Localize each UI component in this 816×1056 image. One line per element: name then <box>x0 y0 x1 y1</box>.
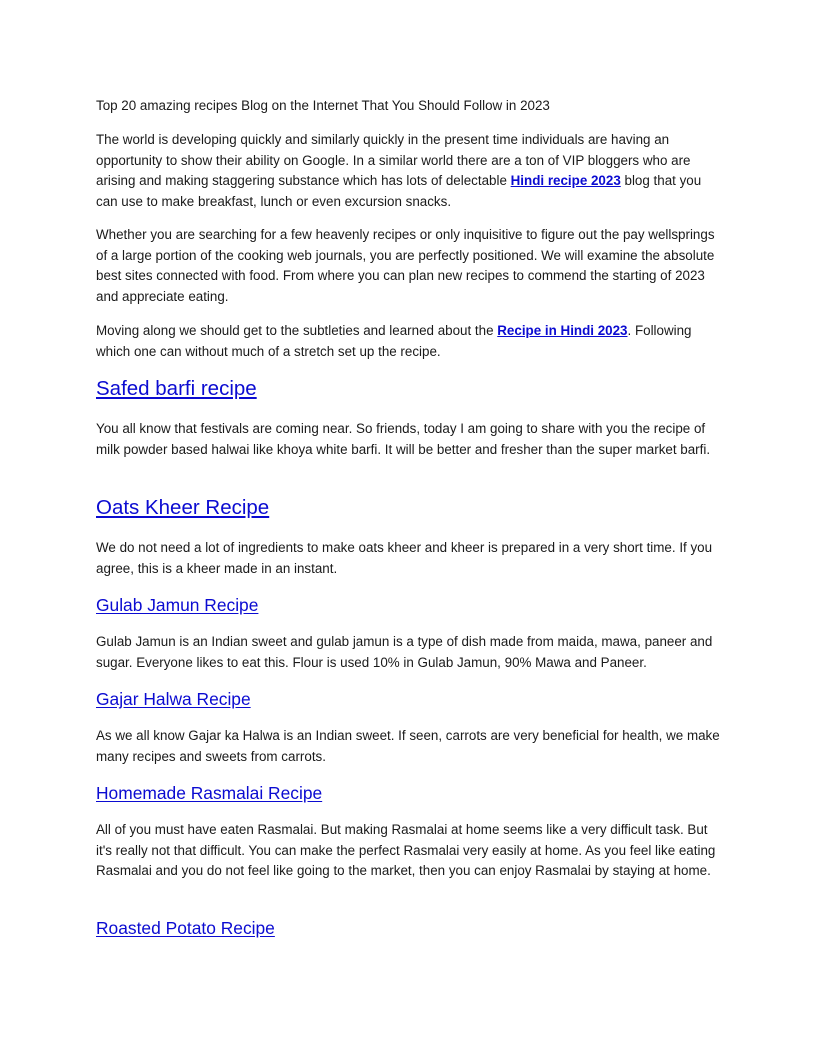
recipe-heading-safed-barfi <box>96 376 257 402</box>
intro-paragraph-1-text: The world is developing quickly and similarly quickly in the present time individuals are having an opportunity to show their ability on Google. In a similar world there are a ton of VIP bloggers who are arising and making staggering substance which has lots of delectable <box>96 132 691 189</box>
gajar-halwa-recipe-link[interactable]: Gajar Halwa Recipe <box>96 689 251 709</box>
intro-paragraph-2: Whether you are searching for a few heavenly recipes or only inquisitive to figure out the pay wellsprings of a large portion of the cooking web journals, you are perfectly positioned. We will examine the absolute best sites connected with food. From where you can plan new recipes to commend the starting of 2023 and appreciate eating. <box>96 227 715 304</box>
recipe-heading-gajar-halwa <box>96 687 251 711</box>
recipe-heading-oats-kheer <box>96 495 269 521</box>
intro-paragraph-1-text-end: blog that you can use to make breakfast, lunch or even excursion snacks. <box>96 173 702 209</box>
oats-kheer-recipe-link[interactable]: Oats Kheer Recipe <box>96 496 270 519</box>
intro-paragraph-3-text: Moving along we should get to the subtleties and learned about the <box>96 323 498 338</box>
recipe-heading-rasmalai <box>96 781 322 805</box>
gulab-jamun-recipe-link[interactable]: Gulab Jamun Recipe <box>96 595 259 615</box>
safed-barfi-recipe-link[interactable]: Safed barfi recipe <box>96 377 257 400</box>
homemade-rasmalai-recipe-link[interactable]: Homemade Rasmalai Recipe <box>96 783 323 803</box>
recipe-in-hindi-2023-link[interactable]: Recipe in Hindi 2023 <box>497 323 628 338</box>
intro-paragraph-3 <box>96 321 722 362</box>
intro-paragraph-3-text-end: . Following which one can without much of a stretch set up the recipe. <box>96 323 692 359</box>
intro-paragraph-1 <box>96 130 722 212</box>
recipe-heading-roasted-potato <box>96 916 275 940</box>
recipe-description-oats-kheer: We do not need a lot of ingredients to make oats kheer and kheer is prepared in a very short time. If you agree, this is a kheer made in an instant. <box>96 540 713 576</box>
recipe-heading-gulab-jamun <box>96 593 258 617</box>
recipe-description-gajar-halwa: As we all know Gajar ka Halwa is an Indian sweet. If seen, carrots are very beneficial for health, we make many recipes and sweets from carrots. <box>96 728 720 764</box>
intro-title: Top 20 amazing recipes Blog on the Internet That You Should Follow in 2023 <box>96 98 550 113</box>
roasted-potato-recipe-link[interactable]: Roasted Potato Recipe <box>96 918 275 938</box>
recipe-description-gulab-jamun: Gulab Jamun is an Indian sweet and gulab jamun is a type of dish made from maida, mawa, paneer and sugar. Everyone likes to eat this. Flour is used 10% in Gulab Jamun, 90% Mawa and Paneer. <box>96 634 713 670</box>
recipe-description-safed-barfi: You all know that festivals are coming near. So friends, today I am going to share with you the recipe of milk powder based halwai like khoya white barfi. It will be better and fresher than the super market barfi. <box>96 421 711 457</box>
hindi-recipe-2023-link[interactable]: Hindi recipe 2023 <box>510 173 621 189</box>
recipe-description-rasmalai: All of you must have eaten Rasmalai. But making Rasmalai at home seems like a very difficult task. But it's really not that difficult. You can make the perfect Rasmalai very easily at home. As you feel like eating Rasmalai and you do not feel like going to the market, then you can enjoy Rasmalai by staying at home. <box>96 822 716 879</box>
